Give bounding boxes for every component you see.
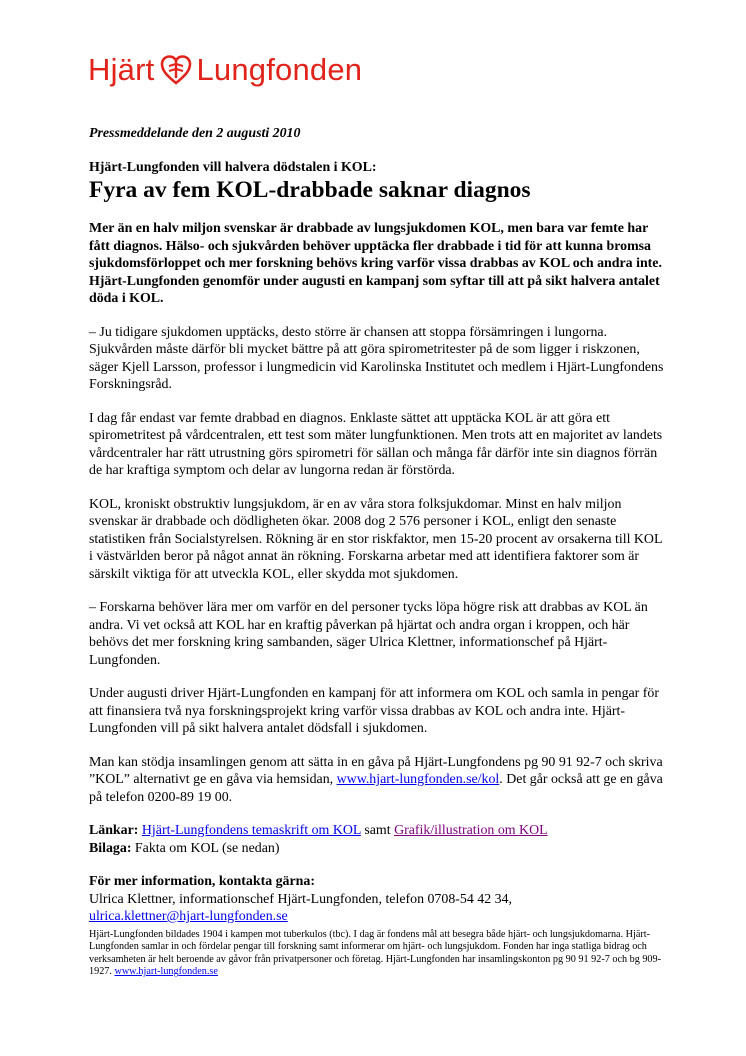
paragraph-5: Under augusti driver Hjärt-Lungfonden en kampanj för att informera om KOL och samla in pengar för att finansiera två nya forskningsprojekt kring varför vissa drabbas av KOL och andra inte. Hjärt-Lungfonden vill på sikt halvera antalet dödsfall i sjukdomen.	[89, 686, 659, 736]
contact-section	[89, 873, 669, 926]
support-text-after: . Det går också att ge en gåva på telefon 0200-89 19 00.	[89, 772, 663, 805]
links-between: samt	[360, 823, 395, 838]
logo-text-right: Lungfonden	[196, 52, 363, 87]
release-date: Pressmeddelande den 2 augusti 2010	[89, 126, 301, 141]
paragraph-2: I dag får endast var femte drabbad en diagnos. Enklaste sättet att upptäcka KOL är att göra ett spirometritest på vårdcentralen, ett test som mäter lungfunktionen. Men trots att en majoritet av landets vårdcentraler har rätt utrustning görs spirometri för sällan och många får därför inte sin diagnos förrän de har kraftiga symptom och delar av lungorna redan är förstörda.	[89, 410, 663, 478]
logo-text-left: Hjärt	[88, 52, 155, 87]
heart-lung-icon	[160, 54, 192, 86]
links-section	[89, 822, 669, 857]
paragraph-3: KOL, kroniskt obstruktiv lungsjukdom, är en av våra stora folksjukdomar. Minst en halv miljon svenskar är drabbade och dödligheten ökar. 2008 dog 2 576 personer i KOL, enligt den senaste statistiken från Socialstyrelsen. Rökning är en stor riskfaktor, men 15-20 procent av orsakerna till KOL i västvärlden beror på något annat än rökning. Forskarna arbetar med att identifiera faktorer som är särskilt viktiga för att utveckla KOL, eller skydda mot sjukdomen.	[89, 496, 662, 582]
footer-about	[89, 929, 669, 979]
links-label: Länkar:	[89, 823, 139, 838]
campaign-link[interactable]: www.hjart-lungfonden.se/kol	[336, 772, 500, 787]
paragraph-1: – Ju tidigare sjukdomen upptäcks, desto större är chansen att stoppa försämringen i lungorna. Sjukvården måste därför bli mycket bättre på att göra spirometritester på de som ligger i riskzonen, säger Kjell Larsson, professor i lungmedicin vid Karolinska Institutet och medlem i Hjärt-Lungfondens Forskningsråd.	[89, 324, 664, 392]
contact-email-link[interactable]: ulrica.klettner@hjart-lungfonden.se	[89, 909, 288, 924]
lead-paragraph: Mer än en halv miljon svenskar är drabbade av lungsjukdomen KOL, men bara var femte har fått diagnos. Hälso- och sjukvården behöver upptäcka fler drabbade i tid för att kunna bromsa sjukdomsförloppet och mer forskning behövs kring varför vissa drabbas av KOL och andra inte. Hjärt-Lungfonden genomför under augusti en kampanj som syftar till att på sikt halvera antalet döda i KOL.	[89, 221, 662, 306]
attachment-label: Bilaga:	[89, 840, 132, 856]
paragraph-4: – Forskarna behöver lära mer om varför en del personer tycks löpa högre risk att drabbas av KOL än andra. Vi vet också att KOL har en kraftig påverkan på hjärtat och andra organ i kroppen, och här behövs det mer forskning kring sambanden, säger Ulrica Klettner, informationschef på Hjärt-Lungfonden.	[89, 600, 648, 668]
support-paragraph	[89, 754, 669, 807]
grafik-link[interactable]: Grafik/illustration om KOL	[394, 823, 548, 838]
kicker: Hjärt-Lungfonden vill halvera dödstalen i KOL:	[89, 159, 377, 175]
logo	[88, 48, 362, 92]
footer-website-link[interactable]: www.hjart-lungfonden.se	[114, 966, 218, 978]
footer-text: Hjärt-Lungfonden bildades 1904 i kampen mot tuberkulos (tbc). I dag är fondens mål att besegra både hjärt- och lungsjukdomarna. Hjärt-Lungfonden samlar in och fördelar pengar till forskning samt informerar om hjärt- och lungsjukdom. Fonden har inga statliga bidrag och verksamheten är helt beroende av gåvor från privatpersoner och företag. Hjärt-Lungfonden har insamlingskonton pg 90 91 92-7 och bg 909-1927.	[89, 928, 662, 978]
attachment-line	[89, 840, 669, 858]
headline: Fyra av fem KOL-drabbade saknar diagnos	[89, 177, 531, 203]
attachment-text: Fakta om KOL (se nedan)	[131, 840, 280, 856]
contact-heading: För mer information, kontakta gärna:	[89, 874, 315, 889]
press-release	[89, 125, 669, 979]
links-line	[89, 822, 669, 840]
temaskrift-link[interactable]: Hjärt-Lungfondens temaskrift om KOL	[141, 823, 361, 838]
contact-line: Ulrica Klettner, informationschef Hjärt-Lungfonden, telefon 0708-54 42 34,	[89, 891, 512, 907]
support-text-before: Man kan stödja insamlingen genom att sätta in en gåva på Hjärt-Lungfondens pg 90 91 92-7 och skriva ”KOL” alternativt ge en gåva via hemsidan,	[89, 754, 663, 787]
